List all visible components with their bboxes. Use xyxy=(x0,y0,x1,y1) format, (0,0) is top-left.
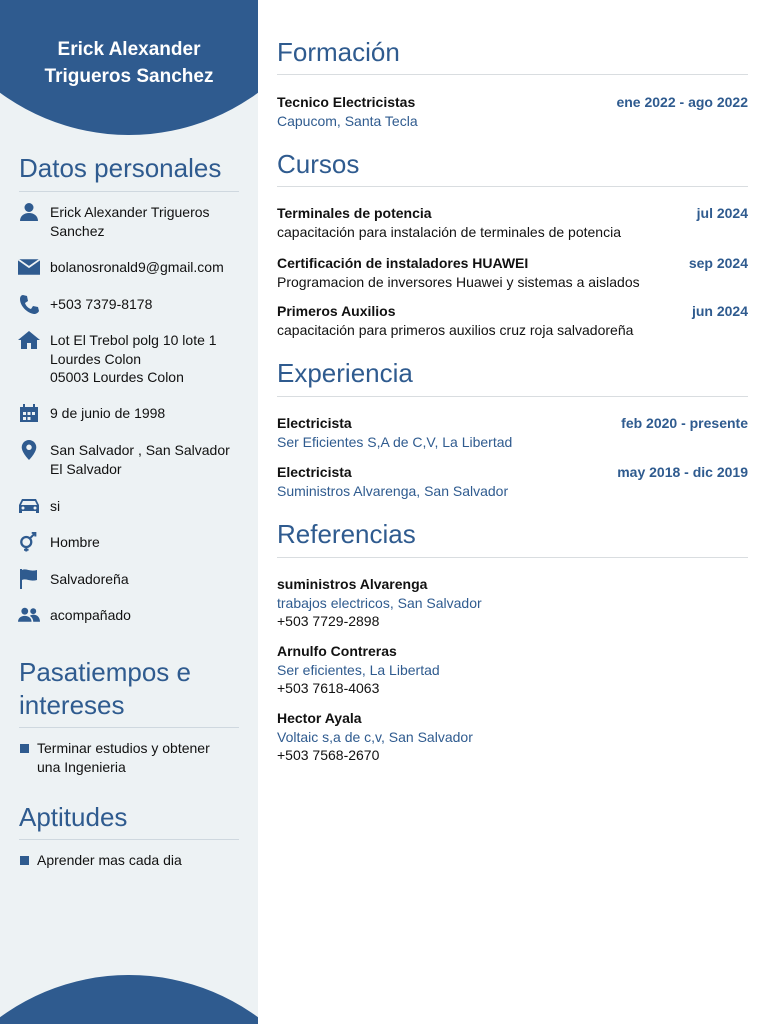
info-civil-status: acompañado xyxy=(16,606,246,625)
candidate-name: Erick Alexander Trigueros Sanchez xyxy=(44,39,214,87)
aptitudes-heading: Aptitudes xyxy=(19,802,128,832)
aptitude-item: Aprender mas cada dia xyxy=(20,851,240,870)
formacion-entry: Tecnico Electricistas ene 2022 - ago 2022 Capucom, Santa Tecla xyxy=(277,94,748,129)
pasatiempos-heading: Pasatiempos e intereses xyxy=(19,657,191,720)
info-name: Erick Alexander Trigueros Sanchez xyxy=(16,203,246,240)
bullet-square-icon xyxy=(20,744,29,753)
bullet-square-icon xyxy=(20,856,29,865)
map-pin-icon xyxy=(16,440,42,460)
datos-personales-heading: Datos personales xyxy=(19,153,222,183)
experiencia-entry: Electricista feb 2020 - presente Ser Eficientes S,A de C,V, La Libertad xyxy=(277,415,748,450)
formacion-heading: Formación xyxy=(277,37,400,67)
user-icon xyxy=(16,202,42,222)
info-location: San Salvador , San Salvador El Salvador xyxy=(16,441,246,478)
info-nationality: Salvadoreña xyxy=(16,570,246,589)
divider xyxy=(19,839,239,840)
curso-entry: Primeros Auxilios jun 2024 capacitación para primeros auxilios cruz roja salvadoreña xyxy=(277,303,748,338)
hobby-item: Terminar estudios y obtener una Ingenieria xyxy=(20,739,240,777)
divider xyxy=(277,74,748,75)
users-icon xyxy=(16,605,42,625)
curso-entry: Certificación de instaladores HUAWEI sep 2024 Programacion de inversores Huawei y sistemas a aislados xyxy=(277,255,748,290)
referencias-heading: Referencias xyxy=(277,519,416,549)
footer-curve xyxy=(0,975,258,1024)
experiencia-entry: Electricista may 2018 - dic 2019 Suministros Alvarenga, San Salvador xyxy=(277,464,748,499)
home-icon xyxy=(16,330,42,350)
calendar-icon xyxy=(16,403,42,423)
flag-icon xyxy=(16,569,42,589)
experiencia-heading: Experiencia xyxy=(277,358,413,388)
info-email: bolanosronald9@gmail.com xyxy=(16,258,246,277)
sidebar xyxy=(0,0,258,1024)
cursos-heading: Cursos xyxy=(277,149,360,179)
info-gender: Hombre xyxy=(16,533,246,552)
curso-entry: Terminales de potencia jul 2024 capacitación para instalación de terminales de potencia xyxy=(277,205,748,240)
divider xyxy=(277,186,748,187)
divider xyxy=(277,557,748,558)
info-phone: +503 7379-8178 xyxy=(16,295,246,314)
divider xyxy=(19,727,239,728)
envelope-icon xyxy=(16,257,42,277)
info-address: Lot El Trebol polg 10 lote 1 Lourdes Colon 05003 Lourdes Colon xyxy=(16,331,246,387)
divider xyxy=(277,396,748,397)
gender-icon xyxy=(16,532,42,552)
referencia-entry: Arnulfo Contreras Ser eficientes, La Libertad +503 7618-4063 xyxy=(277,643,440,696)
divider xyxy=(19,191,239,192)
phone-icon xyxy=(16,294,42,314)
referencia-entry: Hector Ayala Voltaic s,a de c,v, San Salvador +503 7568-2670 xyxy=(277,710,473,763)
referencia-entry: suministros Alvarenga trabajos electricos, San Salvador +503 7729-2898 xyxy=(277,576,482,629)
car-icon xyxy=(16,496,42,516)
info-birthdate: 9 de junio de 1998 xyxy=(16,404,246,423)
info-car: si xyxy=(16,497,246,516)
